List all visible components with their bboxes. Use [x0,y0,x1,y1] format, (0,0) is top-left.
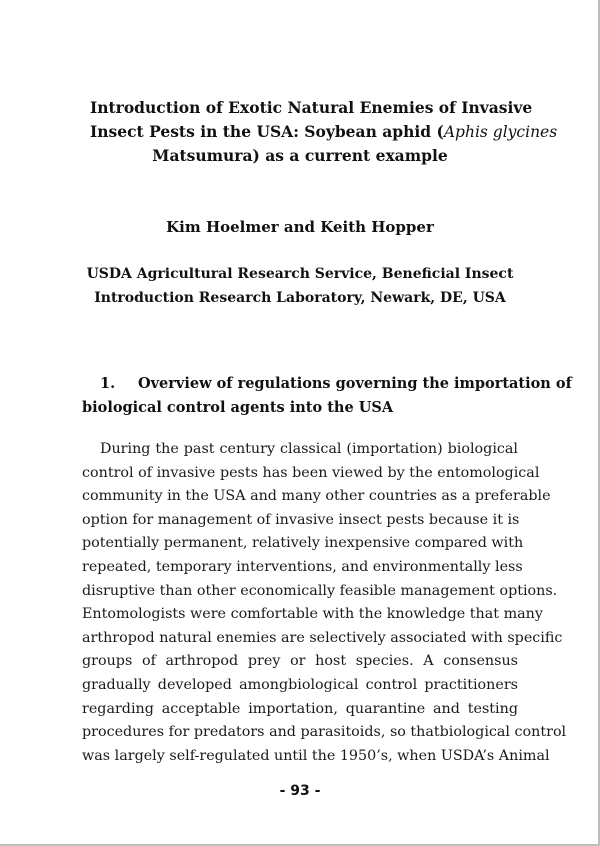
section-heading-line-2: biological control agents into the USA [82,399,394,416]
title-line-3: Matsumura) as a current example [152,146,448,165]
affiliation-line-2: Introduction Research Laboratory, Newark, DE, USA [94,290,506,306]
paragraph-line: procedures for predators and parasitoids, so thatbiological control [82,724,567,741]
section-heading-line-1 [82,372,572,396]
species-name: Aphis glycines [443,123,558,141]
paragraph-line: control of invasive pests has been viewed by the entomological [82,464,540,481]
paragraph-line: Entomologists were comfortable with the knowledge that many [82,606,543,623]
paper-title [90,96,558,168]
section-heading-text-1: Overview of regulations governing the importation of [138,375,572,392]
paragraph-line: arthropod natural enemies are selectively associated with specific [82,629,563,646]
body-paragraph [82,438,567,768]
paragraph-line: regarding acceptable importation, quarantine and testing [82,700,518,717]
paragraph-line: groups of arthropod prey or host species. A consensus [82,653,518,670]
paragraph-line: gradually developed amongbiological control practitioners [82,676,518,693]
paragraph-line: During the past century classical (importation) biological [100,441,518,457]
paragraph-line: community in the USA and many other countries as a preferable [82,488,551,505]
paragraph-line: disruptive than other economically feasible management options. [82,582,558,599]
paragraph-line: was largely self-regulated until the 1950’s, when USDA’s Animal [82,747,550,764]
section-heading [82,372,572,420]
affiliation [0,262,600,310]
section-number: 1. [100,375,116,392]
title-line-1: Introduction of Exotic Natural Enemies of Invasive [90,98,533,117]
paragraph-line: repeated, temporary interventions, and environmentally less [82,558,523,575]
title-line-2 [90,120,558,144]
paragraph-line: option for management of invasive insect pests because it is [82,511,520,528]
page-number: - 93 - [279,783,321,799]
authors: Kim Hoelmer and Keith Hopper [166,218,434,236]
affiliation-line-1: USDA Agricultural Research Service, Beneficial Insect [86,266,514,282]
paragraph-line: potentially permanent, relatively inexpensive compared with [82,535,524,552]
title-line-2-text: Insect Pests in the USA: Soybean aphid ( [90,122,444,141]
